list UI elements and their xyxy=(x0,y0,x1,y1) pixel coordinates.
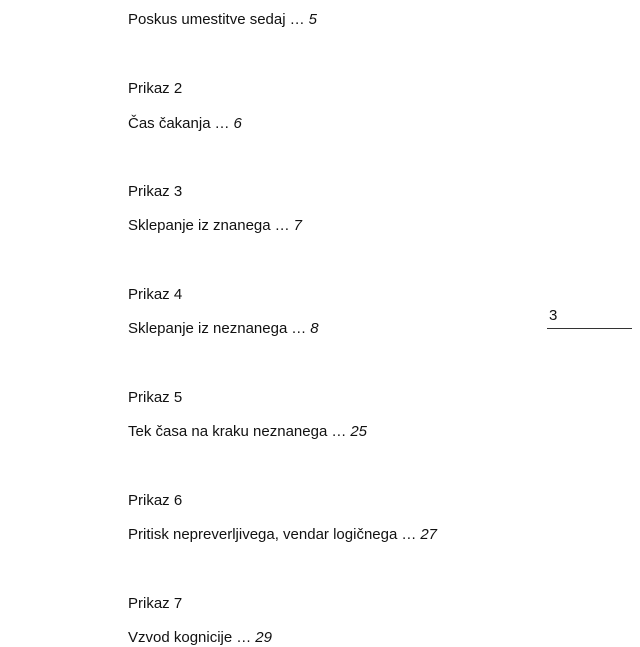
toc-ellipsis: … xyxy=(274,217,290,234)
toc-entry-heading: Prikaz 6 xyxy=(128,492,183,509)
toc-entry-title xyxy=(128,115,242,133)
toc-page-number: 29 xyxy=(255,629,272,646)
toc-page-number: 27 xyxy=(420,526,437,543)
toc-entry-title-text: Pritisk nepreverljivega, vendar logičnega xyxy=(128,526,398,543)
toc-ellipsis: … xyxy=(331,423,347,440)
toc-entry-title-text: Vzvod kognicije xyxy=(128,629,233,646)
toc-ellipsis: … xyxy=(401,526,417,543)
toc-ellipsis: … xyxy=(291,320,307,337)
toc-entry-heading: Prikaz 2 xyxy=(128,80,183,97)
toc-entry-heading: Prikaz 5 xyxy=(128,389,183,406)
toc-page-number: 25 xyxy=(350,423,367,440)
toc-entry-title xyxy=(128,217,302,235)
toc-entry-title-text: Tek časa na kraku neznanega xyxy=(128,423,328,440)
toc-entry-title xyxy=(128,320,319,338)
toc-page-number: 5 xyxy=(308,11,317,28)
toc-ellipsis: … xyxy=(214,115,230,132)
toc-entry-title-text: Poskus umestitve sedaj xyxy=(128,11,286,28)
toc-entry-title-text: Sklepanje iz neznanega xyxy=(128,320,288,337)
toc-entry-title xyxy=(128,423,367,441)
toc-ellipsis: … xyxy=(289,11,305,28)
toc-entry-title xyxy=(128,629,272,647)
toc-entry-heading: Prikaz 4 xyxy=(128,286,183,303)
toc-entry-title-text: Čas čakanja xyxy=(128,115,211,132)
toc-page-number: 7 xyxy=(293,217,302,234)
toc-entry-title xyxy=(128,11,317,29)
toc-page-number: 6 xyxy=(233,115,242,132)
page-number: 3 xyxy=(549,307,558,324)
toc-page-number: 8 xyxy=(310,320,319,337)
page-number-rule xyxy=(547,328,632,329)
toc-entry-title xyxy=(128,526,437,544)
toc-ellipsis: … xyxy=(236,629,252,646)
toc-entry-heading: Prikaz 7 xyxy=(128,595,183,612)
toc-entry-heading: Prikaz 3 xyxy=(128,183,183,200)
toc-entry-title-text: Sklepanje iz znanega xyxy=(128,217,271,234)
